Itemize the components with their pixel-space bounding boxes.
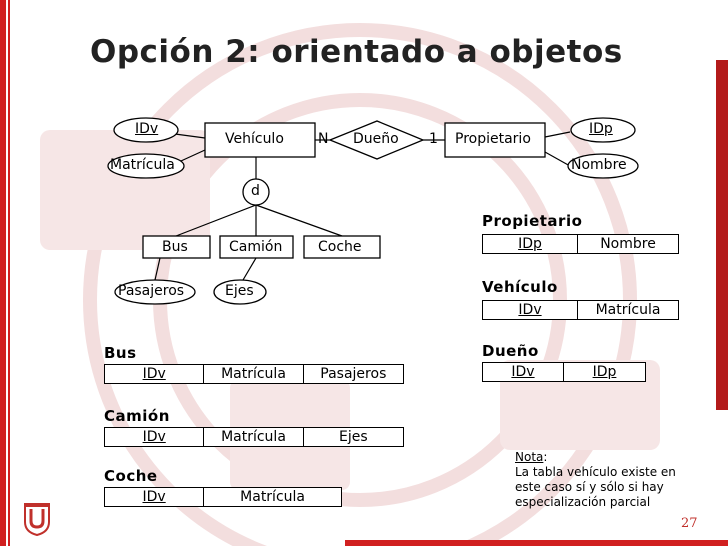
table-bus-row xyxy=(104,364,404,384)
table-cell: Matrícula xyxy=(240,489,305,505)
cardinality-1: 1 xyxy=(429,131,438,147)
relationship-dueno-label: Dueño xyxy=(353,131,399,147)
table-cell: Ejes xyxy=(338,429,368,445)
table-propietario-row xyxy=(482,234,679,254)
specialization-label: d xyxy=(251,183,260,199)
attr-idv-label: IDv xyxy=(135,121,159,137)
subclass-camion-label: Camión xyxy=(229,239,283,255)
table-cell: IDv xyxy=(483,301,578,319)
link-spec-coche xyxy=(256,205,342,236)
link-idp xyxy=(545,132,570,137)
note-block: Nota: La tabla vehículo existe en este caso sí y sólo si hay especialización parcial xyxy=(515,450,676,509)
table-coche-row xyxy=(104,487,342,507)
table-cell: IDv xyxy=(483,363,564,381)
link-nombre xyxy=(545,152,570,166)
link-spec-bus xyxy=(176,205,256,236)
attr-nombre-label: Nombre xyxy=(571,157,627,173)
table-cell: IDp xyxy=(592,364,617,380)
table-camion-title: Camión xyxy=(104,407,170,425)
table-cell: IDp xyxy=(483,235,578,253)
page-number: 27 xyxy=(681,516,698,531)
table-dueno-title: Dueño xyxy=(482,342,539,360)
table-bus-title: Bus xyxy=(104,344,137,362)
table-cell: Nombre xyxy=(600,236,656,252)
table-cell: Matrícula xyxy=(204,428,303,446)
table-vehiculo-row xyxy=(482,300,679,320)
cardinality-n: N xyxy=(318,131,329,147)
subclass-bus-label: Bus xyxy=(162,239,188,255)
table-camion-row xyxy=(104,427,404,447)
subclass-coche-label: Coche xyxy=(318,239,362,255)
table-dueno-row xyxy=(482,362,646,382)
attr-ejes-label: Ejes xyxy=(225,283,254,299)
attr-pasajeros-label: Pasajeros xyxy=(118,283,185,299)
entity-vehiculo-label: Vehículo xyxy=(225,131,284,147)
table-vehiculo-title: Vehículo xyxy=(482,278,558,296)
table-cell: IDv xyxy=(105,428,204,446)
link-pasajeros xyxy=(155,258,160,280)
table-cell: Pasajeros xyxy=(320,366,387,382)
note-body: La tabla vehículo existe en este caso sí y sólo si hay especialización parcial xyxy=(515,465,676,509)
note-label: Nota xyxy=(515,450,544,464)
attr-matricula-label: Matrícula xyxy=(110,157,175,173)
table-cell: Matrícula xyxy=(595,302,661,318)
link-ejes xyxy=(243,258,256,280)
table-cell: IDv xyxy=(105,488,204,506)
table-cell: Matrícula xyxy=(204,365,303,383)
table-cell: IDv xyxy=(105,365,204,383)
table-propietario-title: Propietario xyxy=(482,212,583,230)
university-logo-icon xyxy=(22,500,52,536)
slide-title: Opción 2: orientado a objetos xyxy=(90,34,623,70)
entity-propietario-label: Propietario xyxy=(455,131,531,147)
table-coche-title: Coche xyxy=(104,467,158,485)
attr-idp-label: IDp xyxy=(589,121,613,137)
